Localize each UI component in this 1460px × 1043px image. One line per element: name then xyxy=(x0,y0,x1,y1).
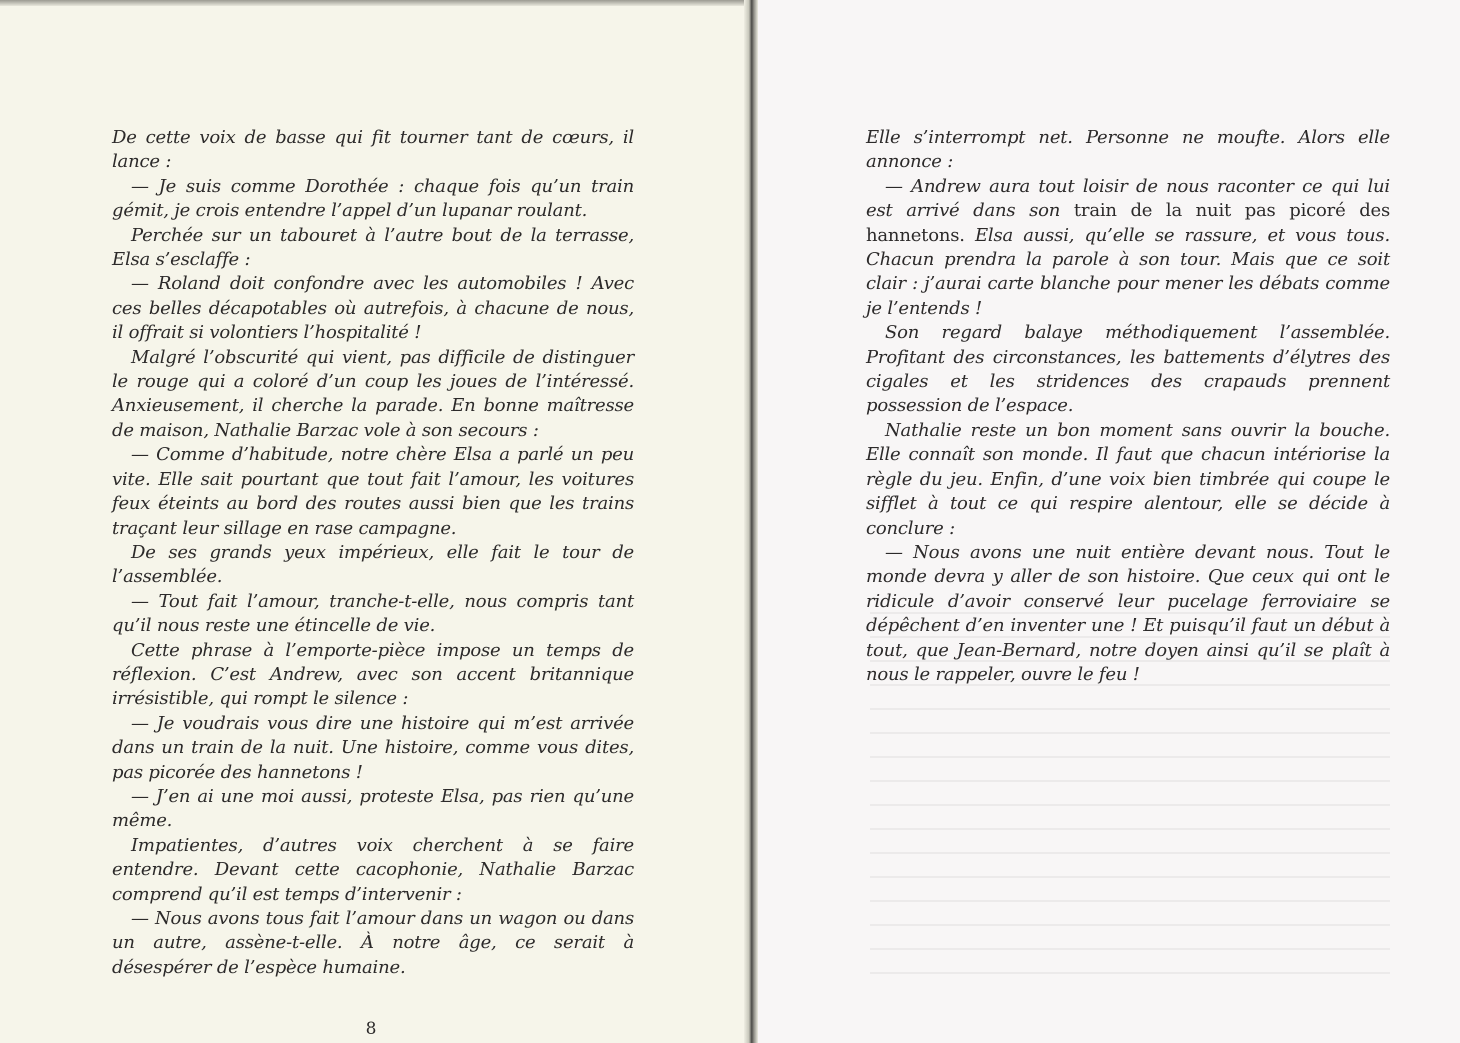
paragraph: — Je suis comme Dorothée : chaque fois qu’un train gémit, je crois entendre l’appel d’un lupanar roulant. xyxy=(112,175,634,222)
paragraph: Son regard balaye méthodiquement l’assemblée. Profitant des circonstances, les battements d’élytres des cigales et les stridences des crapauds prennent possession de l’espace. xyxy=(866,322,1390,417)
paragraph: Nathalie reste un bon moment sans ouvrir la bouche. Elle connaît son monde. Il faut que chacun intériorise la règle du jeu. Enfin, d’une voix bien timbrée qui coupe le sifflet à tout ce qui respire alentour, elle se décide à conclure : xyxy=(866,419,1390,539)
paragraph: — Tout fait l’amour, tranche-t-elle, nous compris tant qu’il nous reste une étincelle de vie. xyxy=(112,590,634,637)
left-page-text xyxy=(112,126,634,980)
paragraph: Elle s’interrompt net. Personne ne moufte. Alors elle annonce : xyxy=(866,127,1390,173)
paragraph: — Je voudrais vous dire une histoire qui m’est arrivée dans un train de la nuit. Une histoire, comme vous dites, pas picorée des hannetons ! xyxy=(112,712,634,783)
right-page xyxy=(758,0,1460,1043)
paragraph: — Comme d’habitude, notre chère Elsa a parlé un peu vite. Elle sait pourtant que tout fait l’amour, les voitures feux éteints au bord des routes aussi bien que les trains traçant leur sillage en rase campagne. xyxy=(112,444,634,539)
book-gutter xyxy=(744,0,758,1043)
paragraph xyxy=(866,175,1390,321)
paragraph: Cette phrase à l’emporte-pièce impose un temps de réflexion. C’est Andrew, avec son accent britannique irrésistible, qui rompt le silence : xyxy=(112,639,634,710)
paragraph: Impatientes, d’autres voix cherchent à se faire entendre. Devant cette cacophonie, Nathalie Barzac comprend qu’il est temps d’intervenir : xyxy=(112,834,634,905)
text-run: — Andrew aura tout loisir de nous raconter ce qui lui est arrivé dans son xyxy=(866,175,1390,222)
paragraph: De ses grands yeux impérieux, elle fait le tour de l’assemblée. xyxy=(112,541,634,588)
page-number: 8 xyxy=(365,1019,377,1039)
paragraph: De cette voix de basse qui fit tourner tant de cœurs, il lance : xyxy=(112,127,634,173)
right-page-text xyxy=(866,126,1390,687)
paragraph: — Nous avons tous fait l’amour dans un wagon ou dans un autre, assène-t-elle. À notre âge, ce serait à désespérer de l’espèce humaine. xyxy=(112,908,634,978)
paragraph: Perchée sur un tabouret à l’autre bout de la terrasse, Elsa s’esclaffe : xyxy=(112,224,634,271)
text-run-roman: train de la nuit pas picoré des hannetons. xyxy=(866,200,1391,246)
paragraph: Malgré l’obscurité qui vient, pas difficile de distinguer le rouge qui a coloré d’un coup les joues de l’intéressé. Anxieusement, il cherche la parade. En bonne maîtresse de maison, Nathalie Barzac vole à son secours : xyxy=(112,346,634,441)
paragraph: — Nous avons une nuit entière devant nous. Tout le monde devra y aller de son histoire. Que ceux qui ont le ridicule d’avoir conservé leur pucelage ferroviaire se dépêchent d’en inventer une ! Et puisqu’il faut un début à tout, que Jean-Bernard, notre doyen ainsi qu’il se plaît à nous le rappeler, ouvre le feu ! xyxy=(866,541,1390,685)
paragraph: — Roland doit confondre avec les automobiles ! Avec ces belles décapotables où autrefois, à chacune de nous, il offrait si volontiers l’hospitalité ! xyxy=(112,273,634,344)
paragraph: — J’en ai une moi aussi, proteste Elsa, pas rien qu’une même. xyxy=(112,785,634,832)
text-run: Elsa aussi, qu’elle se rassure, et vous tous. Chacun prendra la parole à son tour. Mais que ce soit clair : j’aurai carte blanche pour mener les débats comme je l’entends ! xyxy=(866,224,1390,319)
